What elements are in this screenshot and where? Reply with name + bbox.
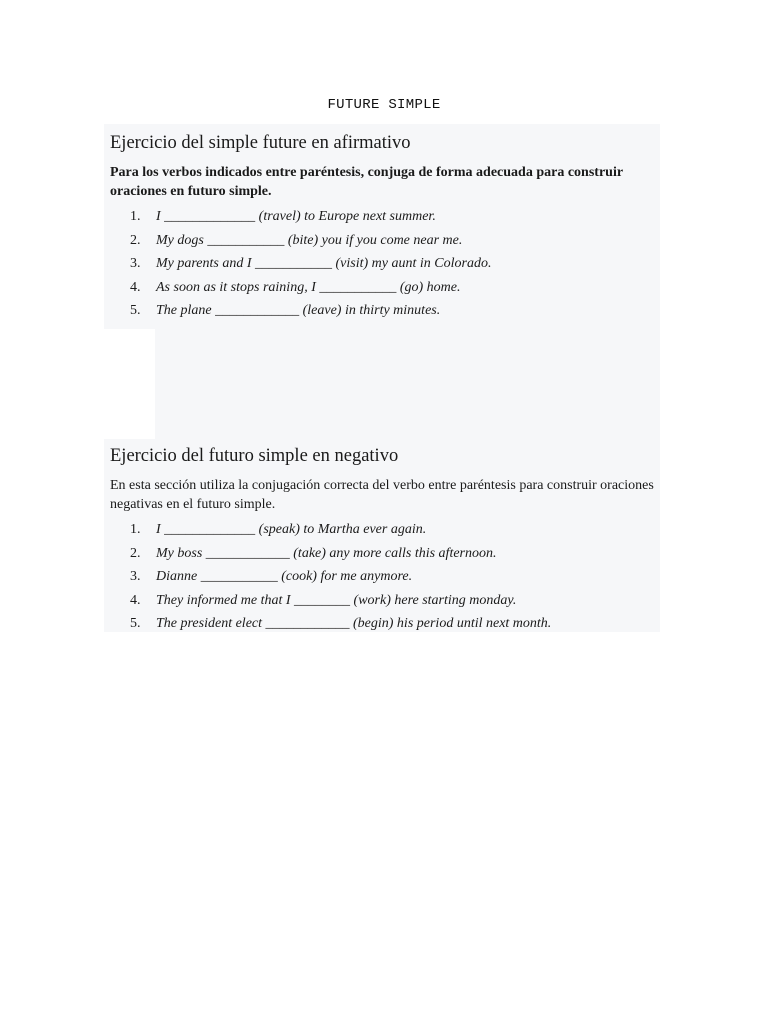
exercise-item: [110, 252, 655, 276]
item-text: The president elect ____________ (begin) his period until next month.: [156, 616, 552, 632]
exercise-item: [110, 612, 655, 636]
exercise-item: [110, 565, 655, 589]
item-number: 4.: [130, 592, 141, 608]
item-number: 5.: [130, 616, 141, 632]
section-affirmative: [110, 131, 655, 323]
item-number: 1.: [130, 209, 141, 224]
exercise-item: [110, 229, 655, 253]
section-background: [155, 329, 660, 439]
item-text: My parents and I ___________ (visit) my aunt in Colorado.: [156, 256, 492, 272]
section-heading: Ejercicio del simple future en afirmativo: [110, 133, 411, 153]
exercise-item: [110, 205, 655, 229]
item-text: The plane ____________ (leave) in thirty minutes.: [156, 303, 441, 319]
exercise-item: [110, 542, 655, 566]
item-text: They informed me that I ________ (work) here starting monday.: [156, 592, 517, 608]
item-number: 2.: [130, 545, 141, 561]
exercise-list: [110, 205, 655, 323]
item-text: I _____________ (speak) to Martha ever again.: [156, 522, 427, 537]
item-text: As soon as it stops raining, I ___________ (go) home.: [156, 279, 461, 295]
item-number: 3.: [130, 256, 141, 272]
section-heading: Ejercicio del futuro simple en negativo: [110, 446, 399, 466]
item-text: My boss ____________ (take) any more calls this afternoon.: [156, 545, 497, 561]
section-instructions: En esta sección utiliza la conjugación correcta del verbo entre paréntesis para construir oraciones negativas en el futuro simple.: [110, 478, 654, 512]
document-title: FUTURE SIMPLE: [327, 97, 441, 113]
section-instructions: Para los verbos indicados entre paréntesis, conjuga de forma adecuada para construir oraciones en futuro simple.: [110, 165, 623, 199]
exercise-item: [110, 589, 655, 613]
item-text: My dogs ___________ (bite) you if you come near me.: [156, 232, 463, 248]
item-text: I _____________ (travel) to Europe next summer.: [156, 209, 436, 224]
exercise-list: [110, 518, 655, 636]
item-number: 1.: [130, 522, 141, 537]
exercise-item: [110, 276, 655, 300]
exercise-item: [110, 299, 655, 323]
item-number: 4.: [130, 279, 141, 295]
item-number: 3.: [130, 569, 141, 585]
item-number: 2.: [130, 232, 141, 248]
item-number: 5.: [130, 303, 141, 319]
exercise-item: [110, 518, 655, 542]
section-negative: [110, 444, 655, 636]
item-text: Dianne ___________ (cook) for me anymore.: [156, 569, 413, 585]
